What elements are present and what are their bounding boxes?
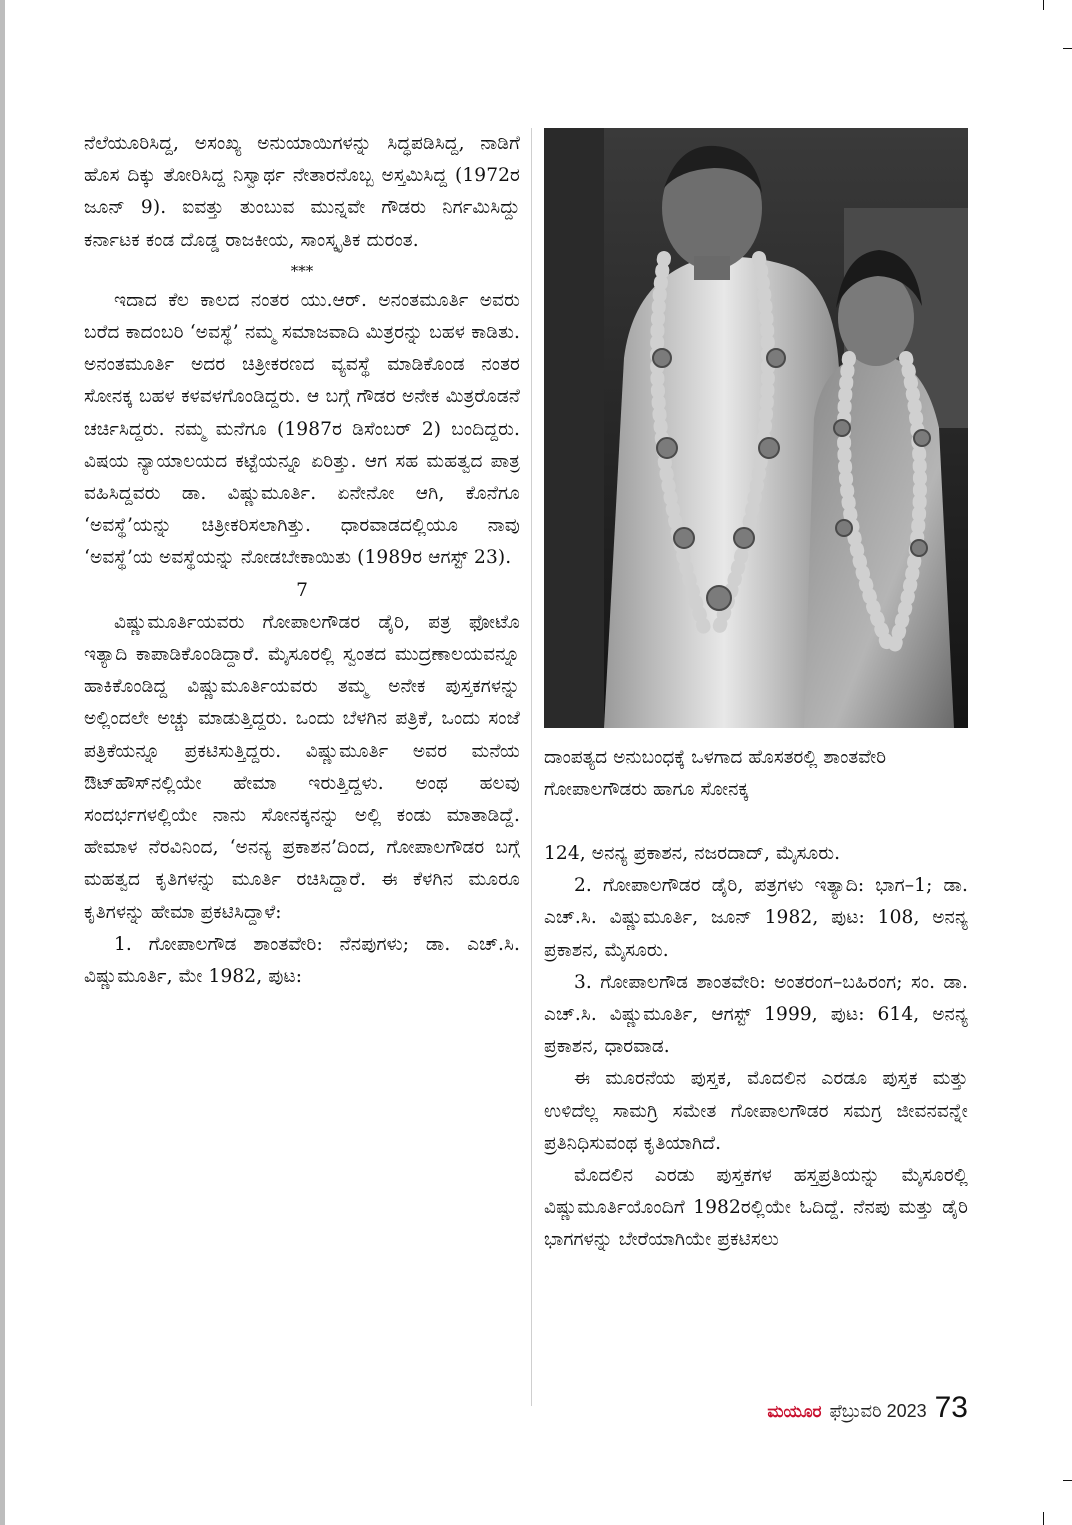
paragraph: ಮೊದಲಿನ ಎರಡು ಪುಸ್ತಕಗಳ ಹಸ್ತಪ್ರತಿಯನ್ನು ಮೈಸೂರಲ್ಲಿ ವಿಷ್ಣುಮೂರ್ತಿಯೊಂದಿಗೆ 1982ರಲ್ಲಿಯೇ ಓದಿದ್ದೆ. ನೆನಪು ಮತ್ತು ಡೈರಿ ಭಾಗಗಳನ್ನು ಬೇರೆಯಾಗಿಯೇ ಪ್ರಕಟಿಸಲು [544, 1165, 968, 1251]
right-column [544, 838, 968, 1257]
issue-date: ಫೆಬ್ರುವರಿ 2023 [829, 1401, 927, 1421]
column-divider [531, 128, 532, 1406]
page-footer [734, 1391, 968, 1427]
paragraph: ಈ ಮೂರನೆಯ ಪುಸ್ತಕ, ಮೊದಲಿನ ಎರಡೂ ಪುಸ್ತಕ ಮತ್ತು ಉಳಿದೆಲ್ಲ ಸಾಮಗ್ರಿ ಸಮೇತ ಗೋಪಾಲಗೌಡರ ಸಮಗ್ರ ಜೀವನವನ್ನೇ ಪ್ರತಿನಿಧಿಸುವಂಥ ಕೃತಿಯಾಗಿದೆ. [544, 1068, 968, 1154]
bibliography-item: 2. ಗೋಪಾಲಗೌಡರ ಡೈರಿ, ಪತ್ರಗಳು ಇತ್ಯಾದಿ: ಭಾಗ–1; ಡಾ. ಎಚ್.ಸಿ. ವಿಷ್ಣುಮೂರ್ತಿ, ಜೂನ್ 1982, ಪುಟ: 108, ಅನನ್ಯ ಪ್ರಕಾಶನ, ಮೈಸೂರು. [544, 875, 968, 961]
paragraph: ವಿಷ್ಣುಮೂರ್ತಿಯವರು ಗೋಪಾಲಗೌಡರ ಡೈರಿ, ಪತ್ರ ಫೋಟೊ ಇತ್ಯಾದಿ ಕಾಪಾಡಿಕೊಂಡಿದ್ದಾರೆ. ಮೈಸೂರಲ್ಲಿ ಸ್ವಂತದ ಮುದ್ರಣಾಲಯವನ್ನೂ ಹಾಕಿಕೊಂಡಿದ್ದ ವಿಷ್ಣುಮೂರ್ತಿಯವರು ತಮ್ಮ ಅನೇಕ ಪುಸ್ತಕಗಳನ್ನು ಅಲ್ಲಿಂದಲೇ ಅಚ್ಚು ಮಾಡುತ್ತಿದ್ದರು. ಒಂದು ಬೆಳಗಿನ ಪತ್ರಿಕೆ, ಒಂದು ಸಂಜೆ ಪತ್ರಿಕೆಯನ್ನೂ ಪ್ರಕಟಿಸುತ್ತಿದ್ದರು. ವಿಷ್ಣುಮೂರ್ತಿ ಅವರ ಮನೆಯ ಔಟ್‌ಹೌಸ್‌ನಲ್ಲಿಯೇ ಹೇಮಾ ಇರುತ್ತಿದ್ದಳು. ಅಂಥ ಹಲವು ಸಂದರ್ಭಗಳಲ್ಲಿಯೇ ನಾನು ಸೋನಕ್ಕನನ್ನು ಅಲ್ಲಿ ಕಂಡು ಮಾತಾಡಿದ್ದೆ. ಹೇಮಾಳ ನೆರವಿನಿಂದ, ‘ಅನನ್ಯ ಪ್ರಕಾಶನ’ದಿಂದ, ಗೋಪಾಲಗೌಡರ ಬಗ್ಗೆ ಮಹತ್ವದ ಕೃತಿಗಳನ್ನು ಮೂರ್ತಿ ರಚಿಸಿದ್ದಾರೆ. ಈ ಕೆಳಗಿನ ಮೂರೂ ಕೃತಿಗಳನ್ನು ಹೇಮಾ ಪ್ರಕಟಿಸಿದ್ದಾಳೆ: [84, 611, 520, 923]
paragraph: ಇದಾದ ಕೆಲ ಕಾಲದ ನಂತರ ಯು.ಆರ್. ಅನಂತಮೂರ್ತಿ ಅವರು ಬರೆದ ಕಾದಂಬರಿ ‘ಅವಸ್ಥೆ’ ನಮ್ಮ ಸಮಾಜವಾದಿ ಮಿತ್ರರನ್ನು ಬಹಳ ಕಾಡಿತು. ಅನಂತಮೂರ್ತಿ ಅದರ ಚಿತ್ರೀಕರಣದ ವ್ಯವಸ್ಥೆ ಮಾಡಿಕೊಂಡ ನಂತರ ಸೋನಕ್ಕ ಬಹಳ ಕಳವಳಗೊಂಡಿದ್ದರು. ಆ ಬಗ್ಗೆ ಗೌಡರ ಅನೇಕ ಮಿತ್ರರೊಡನೆ ಚರ್ಚಿಸಿದ್ದರು. ನಮ್ಮ ಮನೆಗೂ (1987ರ ಡಿಸೆಂಬರ್ 2) ಬಂದಿದ್ದರು. ವಿಷಯ ನ್ಯಾಯಾಲಯದ ಕಟ್ಟೆಯನ್ನೂ ಏರಿತ್ತು. ಆಗ ಸಹ ಮಹತ್ವದ ಪಾತ್ರ ವಹಿಸಿದ್ದವರು ಡಾ. ವಿಷ್ಣುಮೂರ್ತಿ. ಏನೇನೋ ಆಗಿ, ಕೊನೆಗೂ ‘ಅವಸ್ಥೆ’ಯನ್ನು ಚಿತ್ರೀಕರಿಸಲಾಗಿತ್ತು. ಧಾರವಾಡದಲ್ಲಿಯೂ ನಾವು ‘ಅವಸ್ಥೆ’ಯ ಅವಸ್ಥೆಯನ್ನು ನೋಡಬೇಕಾಯಿತು (1989ರ ಆಗಸ್ಟ್ 23). [84, 289, 520, 569]
crop-mark [1063, 1480, 1072, 1481]
bibliography-item: 3. ಗೋಪಾಲಗೌಡ ಶಾಂತವೇರಿ: ಅಂತರಂಗ–ಬಹಿರಂಗ; ಸಂ. ಡಾ. ಎಚ್.ಸಿ. ವಿಷ್ಣುಮೂರ್ತಿ, ಆಗಸ್ಟ್ 1999, ಪುಟ: 614, ಅನನ್ಯ ಪ್ರಕಾಶನ, ಧಾರವಾಡ. [544, 971, 968, 1058]
page-edge [0, 0, 5, 1525]
paragraph: ನೆಲೆಯೂರಿಸಿದ್ದ, ಅಸಂಖ್ಯ ಅನುಯಾಯಿಗಳನ್ನು ಸಿದ್ಧಪಡಿಸಿದ್ದ, ನಾಡಿಗೆ ಹೊಸ ದಿಕ್ಕು ತೋರಿಸಿದ್ದ ನಿಸ್ವಾರ್ಥ ನೇತಾರನೊಬ್ಬ ಅಸ್ತಮಿಸಿದ್ದ (1972ರ ಜೂನ್ 9). ಐವತ್ತು ತುಂಬುವ ಮುನ್ನವೇ ಗೌಡರು ನಿರ್ಗಮಿಸಿದ್ದು ಕರ್ನಾಟಕ ಕಂಡ ದೊಡ್ಡ ರಾಜಕೀಯ, ಸಾಂಸ್ಕೃತಿಕ ದುರಂತ. [84, 133, 520, 251]
magazine-logo: ಮಯೂರ [767, 1402, 822, 1421]
section-separator: *** [290, 261, 314, 280]
crop-mark [1043, 1512, 1044, 1525]
photo-caption: ದಾಂಪತ್ಯದ ಅನುಬಂಧಕ್ಕೆ ಒಳಗಾದ ಹೊಸತರಲ್ಲಿ ಶಾಂತವೇರಿ ಗೋಪಾಲಗೌಡರು ಹಾಗೂ ಸೋನಕ್ಕ [544, 747, 887, 800]
crop-mark [1043, 0, 1044, 10]
couple-photo-illustration [544, 128, 968, 728]
bibliography-item: 1. ಗೋಪಾಲಗೌಡ ಶಾಂತವೇರಿ: ನೆನಪುಗಳು; ಡಾ. ಎಚ್.ಸಿ. ವಿಷ್ಣುಮೂರ್ತಿ, ಮೇ 1982, ಪುಟ: [84, 933, 520, 988]
couple-photo [544, 128, 968, 728]
paragraph: 124, ಅನನ್ಯ ಪ್ರಕಾಶನ, ನಜರದಾದ್, ಮೈಸೂರು. [544, 843, 841, 864]
section-number: 7 [296, 579, 308, 601]
page-number: 73 [934, 1391, 968, 1424]
left-column [84, 128, 520, 993]
crop-mark [1063, 48, 1072, 49]
